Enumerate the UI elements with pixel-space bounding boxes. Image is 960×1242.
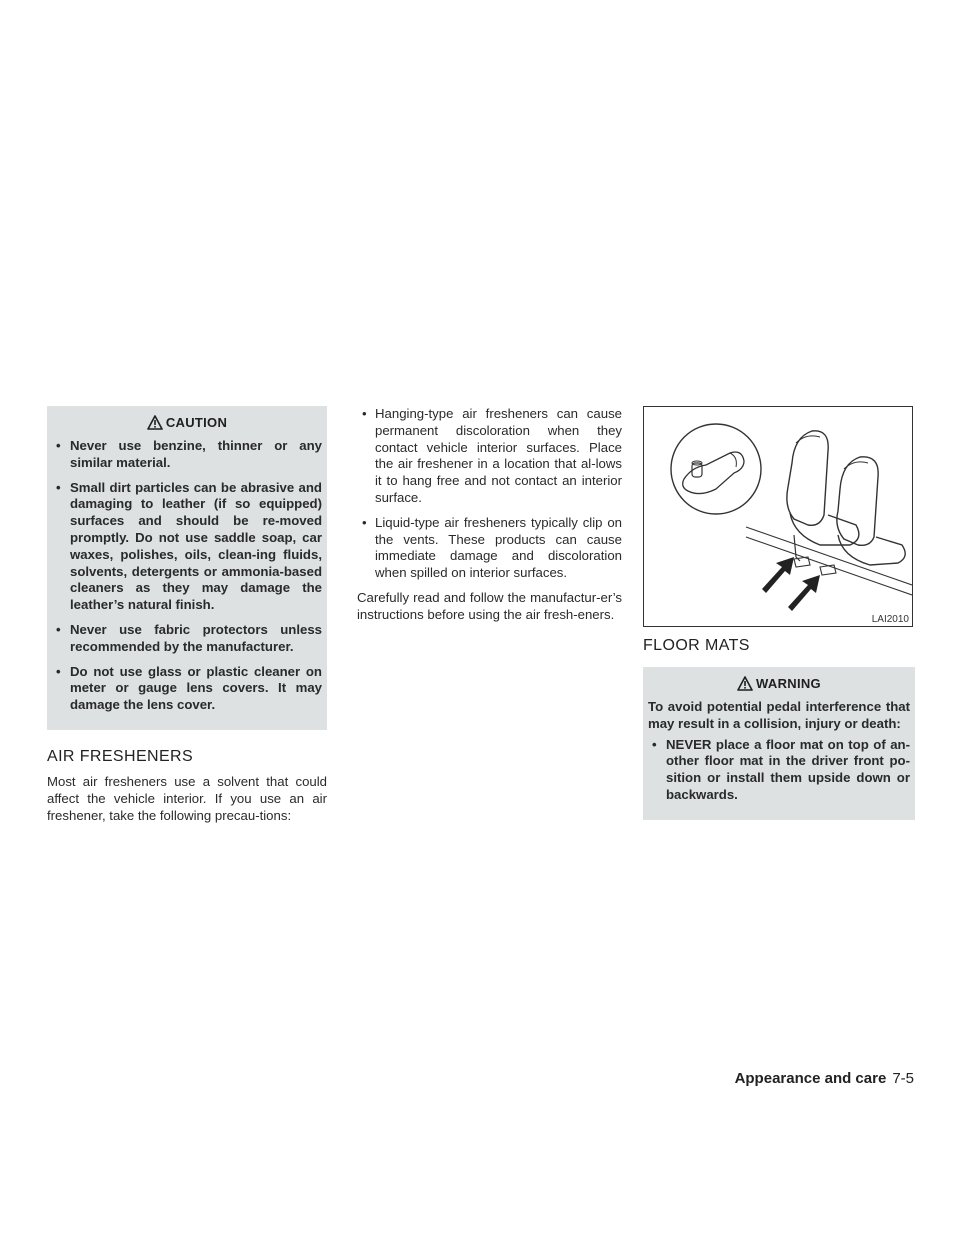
warning-intro: To avoid potential pedal interference that may result in a collision, injury or death: [648,699,910,731]
middle-column [357,406,622,632]
air-fresheners-list [357,406,622,582]
air-fresheners-heading: AIR FRESHENERS [47,747,194,765]
page-footer [735,1070,914,1087]
air-fresheners-item: • Liquid-type air fresheners typically clip on the vents. These products can cause immediate damage and discoloration when spilled on interior surfaces. [357,515,622,582]
left-column [47,406,327,832]
warning-heading: WARNING [756,676,821,691]
page-number: 7-5 [892,1070,914,1087]
caution-item: • Do not use glass or plastic cleaner on meter or gauge lens covers. It may damage the lens cover. [52,664,322,714]
figure-label: LAI2010 [871,614,909,625]
caution-heading-row [52,412,322,434]
caution-list [52,438,322,714]
warning-box [643,667,915,820]
caution-box [47,406,327,730]
caution-item: • Small dirt particles can be abrasive and damaging to leather (if so equipped) surfaces and should be re-moved promptly. Do not use saddle soap, car waxes, polishes, oils, clean-ing fluids, solvents, detergents or ammonia-based cleaners as they may damage the leather’s natural finish. [52,480,322,614]
warning-item: • NEVER place a floor mat on top of an-other floor mat in the driver front po-sition or install them upside down or backwards. [648,737,910,804]
warning-triangle-icon [147,415,163,430]
warning-heading-row [648,673,910,695]
air-fresheners-item: • Hanging-type air fresheners can cause permanent discoloration when they contact vehicle interior surfaces. Place the air freshener in a location that al-lows it to hang free and not contact an interior surface. [357,406,622,507]
seat-floor-mat-drawing [644,407,912,626]
floor-mat-illustration [643,406,913,627]
air-fresheners-closing: Carefully read and follow the manufactur-er’s instructions before using the air fresh-eners. [357,589,622,622]
air-fresheners-intro: Most air fresheners use a solvent that could affect the vehicle interior. If you use an air freshener, take the following precau-tions: [47,773,327,823]
caution-item: • Never use benzine, thinner or any similar material. [52,438,322,472]
floor-mats-heading: FLOOR MATS [643,637,750,654]
caution-item: • Never use fabric protectors unless recommended by the manufacturer. [52,622,322,656]
right-column [643,406,915,820]
warning-triangle-icon [737,676,753,691]
caution-heading: CAUTION [165,415,228,430]
warning-list [648,737,910,804]
chapter-title: Appearance and care [734,1070,887,1087]
